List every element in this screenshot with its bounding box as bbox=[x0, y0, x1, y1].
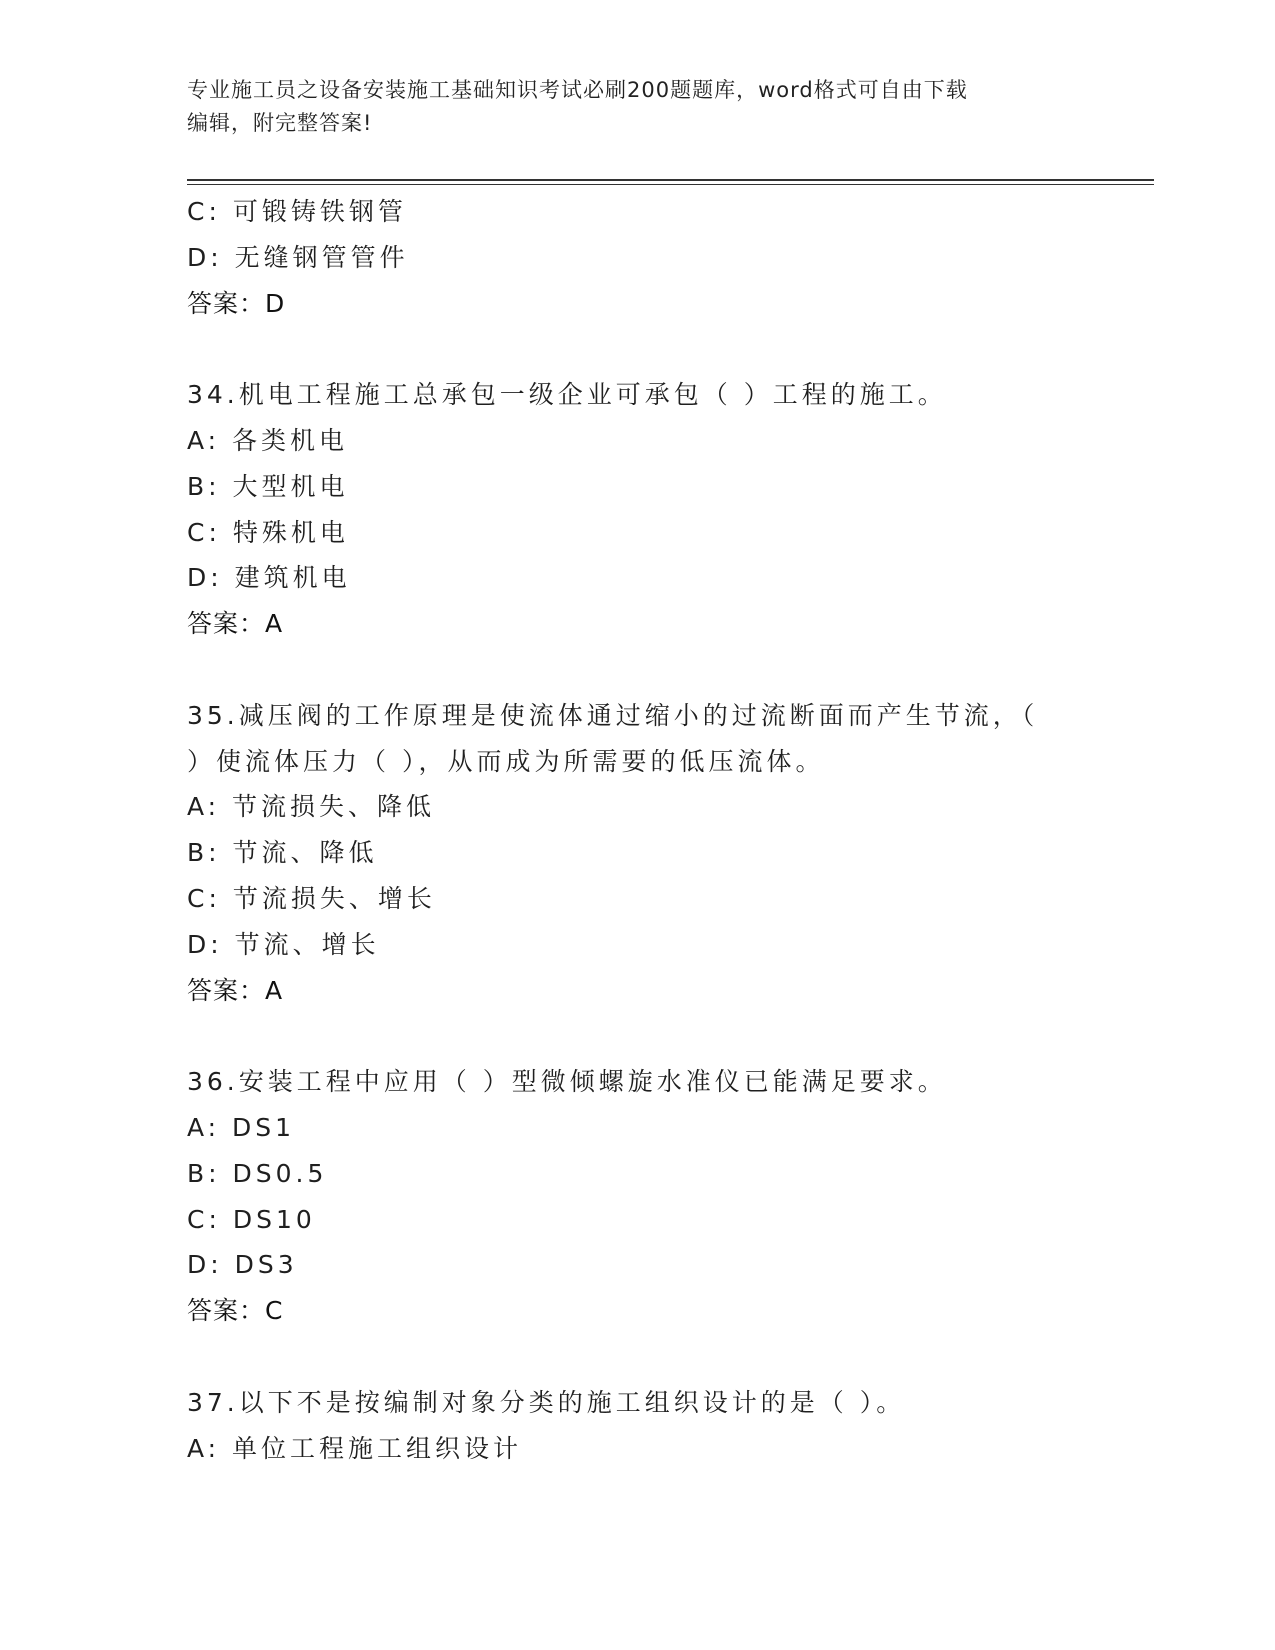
option-line: D: 节流、增长 bbox=[187, 929, 380, 959]
option-line: A: 单位工程施工组织设计 bbox=[187, 1433, 523, 1463]
option-line: C: 特殊机电 bbox=[187, 517, 349, 547]
question-text: 37.以下不是按编制对象分类的施工组织设计的是（ ）。 bbox=[187, 1387, 906, 1417]
header-line-1: 专业施工员之设备安装施工基础知识考试必刷200题题库，word格式可自由下载 bbox=[187, 78, 968, 102]
option-line: C: 节流损失、增长 bbox=[187, 883, 436, 913]
option-line: B: 大型机电 bbox=[187, 471, 349, 501]
header-divider-thick bbox=[187, 179, 1154, 181]
header-divider-thin bbox=[187, 184, 1154, 185]
option-line: A: 各类机电 bbox=[187, 425, 349, 455]
option-line: D: 建筑机电 bbox=[187, 563, 351, 593]
answer-line: 答案：A bbox=[187, 609, 284, 639]
answer-line: 答案：A bbox=[187, 975, 284, 1005]
document-header bbox=[187, 74, 1087, 140]
option-line: C: DS10 bbox=[187, 1204, 316, 1234]
blank-spacer bbox=[187, 1334, 1147, 1380]
option-line: B: 节流、降低 bbox=[187, 838, 378, 868]
question-text: ）使流体压力（ ），从而成为所需要的低压流体。 bbox=[187, 746, 825, 776]
option-line: D: 无缝钢管管件 bbox=[187, 242, 409, 272]
blank-spacer bbox=[187, 647, 1147, 693]
option-line: B: DS0.5 bbox=[187, 1158, 328, 1188]
answer-line: 答案：C bbox=[187, 1296, 284, 1326]
option-line: A: DS1 bbox=[187, 1112, 296, 1142]
header-line-2: 编辑，附完整答案! bbox=[187, 111, 373, 135]
question-text: 34.机电工程施工总承包一级企业可承包（ ）工程的施工。 bbox=[187, 380, 947, 410]
question-list bbox=[187, 189, 1147, 1471]
option-line: C: 可锻铸铁钢管 bbox=[187, 197, 407, 226]
option-line: D: DS3 bbox=[187, 1250, 298, 1280]
answer-line: 答案：D bbox=[187, 288, 286, 318]
blank-spacer bbox=[187, 326, 1147, 372]
question-text: 36.安装工程中应用（ ）型微倾螺旋水准仪已能满足要求。 bbox=[187, 1067, 947, 1097]
question-text: 35.减压阀的工作原理是使流体通过缩小的过流断面而产生节流，（ bbox=[187, 700, 1039, 730]
option-line: A: 节流损失、降低 bbox=[187, 792, 436, 822]
blank-spacer bbox=[187, 1013, 1147, 1059]
